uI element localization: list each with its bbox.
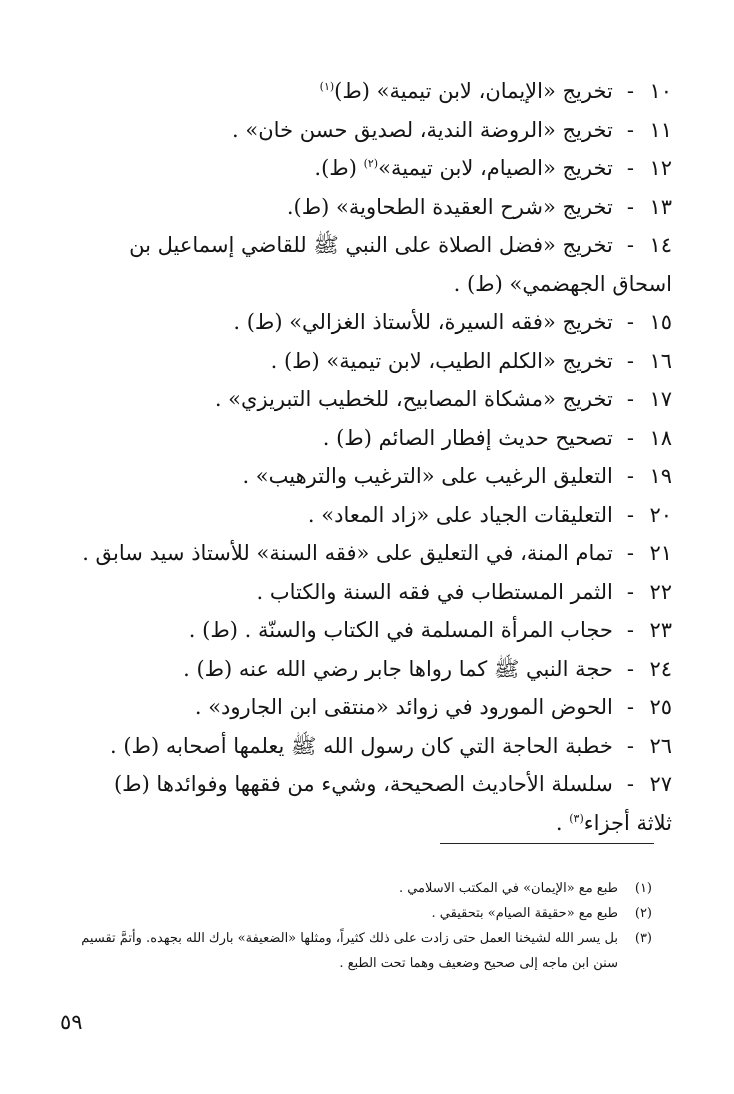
footnote-separator	[440, 843, 654, 844]
entry-text	[314, 149, 612, 188]
list-item	[52, 650, 672, 689]
list-item	[52, 303, 672, 342]
footnote	[62, 901, 652, 926]
list-item	[52, 380, 672, 419]
entry-dash: -	[626, 387, 634, 411]
list-item	[52, 496, 672, 535]
list-item	[52, 457, 672, 496]
entry-number: ١٠	[649, 79, 672, 103]
list-item	[52, 688, 672, 727]
list-item	[52, 534, 672, 573]
entry-dash: -	[626, 502, 634, 527]
entry-text: التعليقات الجياد على «زاد المعاد» .	[307, 502, 613, 527]
entry-dash: -	[626, 156, 634, 180]
entry-dash: -	[626, 772, 634, 796]
entry-text: تخريج «شرح العقيدة الطحاوية» (ط).	[286, 194, 613, 219]
entry-number: ١٣	[649, 194, 672, 219]
footnote-number: (١)	[634, 881, 652, 896]
entry-text: تخريج «الكلم الطيب، لابن تيمية» (ط) .	[270, 348, 613, 373]
list-item	[52, 342, 672, 381]
entry-dash: -	[626, 695, 634, 719]
entry-title: تخريج «الإيمان، لابن تيمية» (ط)	[334, 79, 613, 103]
footnote-number: (٣)	[634, 931, 652, 946]
entry-dash: -	[626, 733, 634, 758]
footnotes	[62, 876, 652, 976]
entry-text: سلسلة الأحاديث الصحيحة، وشيء من فقهها وفوائدها (ط)	[113, 772, 613, 796]
entry-number: ٢٧	[649, 772, 672, 796]
entry-number: ١٨	[649, 425, 672, 450]
entry-number: ١٩	[649, 464, 672, 488]
entry-text: الثمر المستطاب في فقه السنة والكتاب .	[256, 579, 613, 604]
page-number: ٥٩	[60, 1010, 83, 1034]
entry-number: ١٢	[649, 156, 672, 180]
entry-number: ١١	[649, 117, 672, 142]
entry-number: ٢٣	[649, 618, 672, 642]
entry-number: ١٥	[649, 310, 672, 334]
entry-text: تخريج «مشكاة المصابيح، للخطيب التبريزي» .	[214, 387, 613, 411]
list-item	[52, 727, 672, 766]
entry-text: تمام المنة، في التعليق على «فقه السنة» للأستاذ سيد سابق .	[82, 541, 613, 565]
entry-text: حجاب المرأة المسلمة في الكتاب والسنّة . (ط) .	[188, 618, 613, 642]
entry-text: التعليق الرغيب على «الترغيب والترهيب» .	[242, 464, 613, 488]
list-item	[52, 765, 672, 804]
entry-number: ١٦	[649, 348, 672, 373]
footnote-ref: (١)	[319, 80, 335, 93]
entry-text: خطبة الحاجة التي كان رسول الله ﷺ يعلمها أصحابه (ط) .	[110, 733, 613, 758]
list-item	[52, 573, 672, 612]
list-item	[52, 419, 672, 458]
entry-text: تصحيح حديث إفطار الصائم (ط) .	[322, 425, 613, 450]
footnote-ref: (٢)	[363, 157, 379, 170]
entry-number: ٢١	[649, 541, 672, 565]
footnote-number: (٢)	[634, 906, 652, 921]
entry-continuation	[52, 804, 672, 843]
list-item	[52, 72, 672, 111]
footnote-text: بل يسر الله لشيخنا العمل حتى زادت على ذلك كثيراً، ومثلها «الضعيفة» بارك الله بجهده. وأتمَّ تقسيم سنن ابن ماجه إلى صحيح وضعيف وهما تحت الطبع .	[81, 931, 618, 971]
entry-number: ٢٤	[649, 656, 672, 681]
entry-dash: -	[626, 194, 634, 219]
list-item	[52, 188, 672, 227]
entry-dash: -	[626, 464, 634, 488]
footnote-ref: (٣)	[569, 811, 584, 825]
list-item	[52, 149, 672, 188]
entry-dash: -	[626, 656, 634, 681]
entry-dash: -	[626, 348, 634, 373]
entry-number: ١٤	[649, 233, 672, 257]
list-item	[52, 226, 672, 265]
entry-dash: -	[626, 79, 634, 103]
entry-title: تخريج «الصيام، لابن تيمية»	[378, 156, 613, 180]
entry-text: تخريج «فضل الصلاة على النبي ﷺ للقاضي إسماعيل بن	[129, 233, 613, 257]
entry-dash: -	[626, 541, 634, 565]
footnote	[62, 926, 652, 976]
works-list	[52, 72, 672, 842]
entry-dash: -	[626, 425, 634, 450]
entry-text: تخريج «الروضة الندية، لصديق حسن خان» .	[232, 117, 613, 142]
entry-dash: -	[626, 233, 634, 257]
entry-text: حجة النبي ﷺ كما رواها جابر رضي الله عنه (ط) .	[183, 656, 613, 681]
entry-dash: -	[626, 579, 634, 604]
entry-number: ١٧	[649, 387, 672, 411]
entry-dash: -	[626, 117, 634, 142]
entry-text	[320, 72, 613, 111]
entry-number: ٢٠	[649, 502, 672, 527]
entry-text: الحوض المورود في زوائد «منتقى ابن الجارود» .	[194, 695, 613, 719]
entry-dash: -	[626, 618, 634, 642]
continuation-text: ثلاثة أجزاء	[583, 810, 672, 835]
entry-tail: (ط).	[314, 156, 364, 180]
entry-text: تخريج «فقه السيرة، للأستاذ الغزالي» (ط) .	[233, 310, 613, 334]
entry-dash: -	[626, 310, 634, 334]
footnote	[62, 876, 652, 901]
list-item	[52, 111, 672, 150]
list-item	[52, 611, 672, 650]
footnote-text: طبع مع «حقيقة الصيام» بتحقيقي .	[431, 906, 618, 921]
footnote-text: طبع مع «الإيمان» في المكتب الاسلامي .	[398, 881, 618, 896]
entry-number: ٢٥	[649, 695, 672, 719]
entry-number: ٢٦	[649, 733, 672, 758]
continuation-tail: .	[555, 810, 570, 835]
entry-continuation: اسحاق الجهضمي» (ط) .	[453, 271, 672, 296]
entry-number: ٢٢	[649, 579, 672, 604]
